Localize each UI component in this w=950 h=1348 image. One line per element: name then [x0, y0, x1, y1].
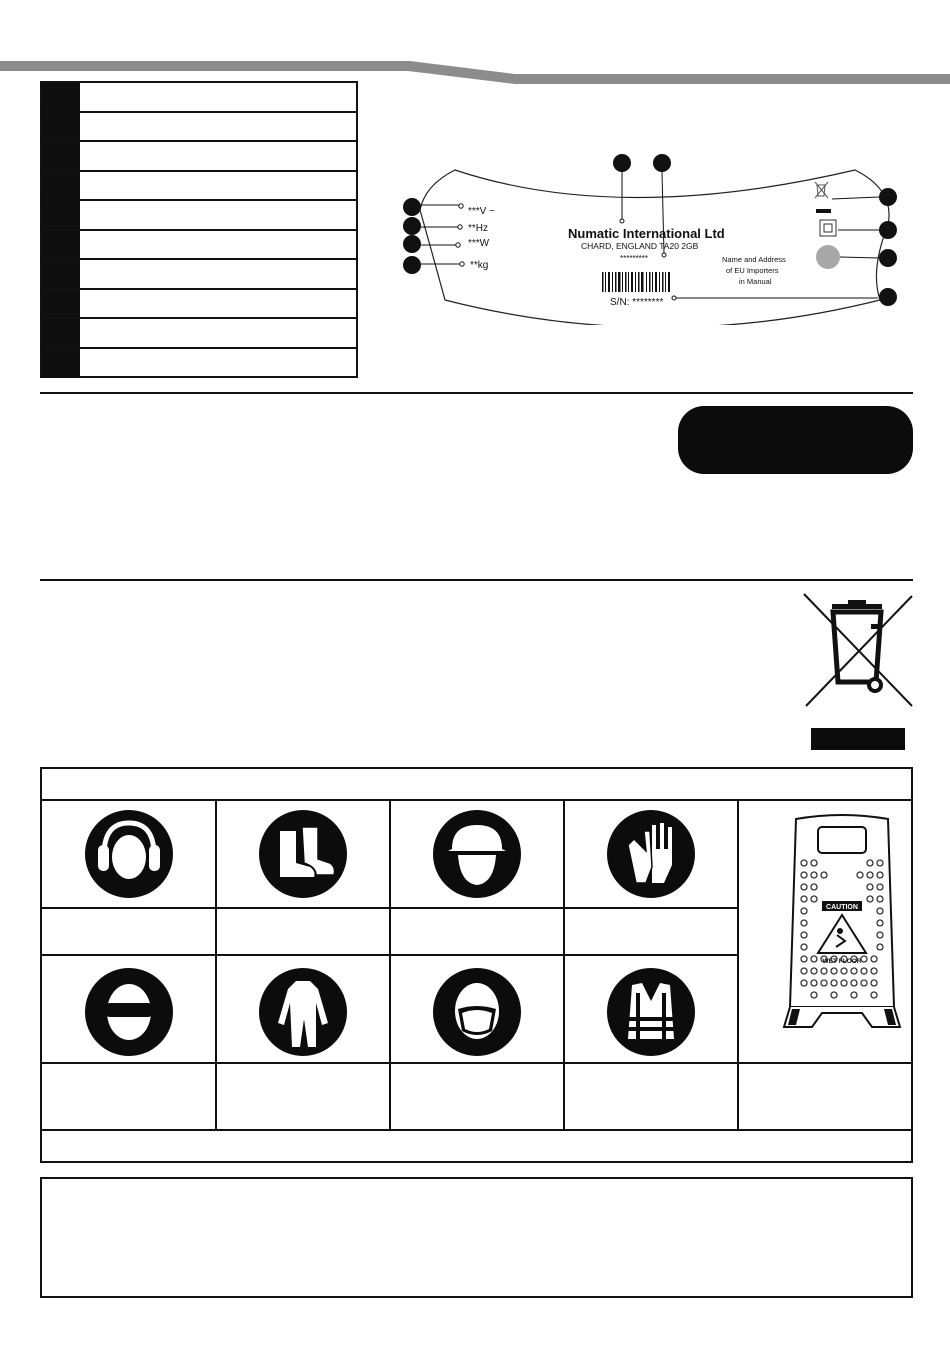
grid-line [737, 799, 739, 1129]
legend-cell [82, 142, 358, 170]
importer-line-2: of EU Importers [726, 266, 779, 275]
section-divider [40, 579, 913, 581]
legend-row [42, 290, 358, 320]
legend-row [42, 231, 358, 261]
grey-marker [816, 245, 840, 269]
legend-row [42, 349, 358, 379]
legend-key [42, 260, 80, 288]
legend-cell [82, 319, 358, 347]
legend-key [42, 113, 80, 141]
grid-line [215, 799, 217, 1129]
safety-helmet-icon [432, 809, 522, 899]
legend-cell [82, 113, 358, 141]
notice-box [40, 1177, 913, 1298]
serial-number: S/N: ******** [610, 297, 664, 308]
legend-table [40, 81, 358, 378]
caution-text: CAUTION [826, 904, 858, 911]
weee-black-bar [811, 728, 905, 750]
left-markers [403, 198, 464, 274]
grid-line [389, 799, 391, 1129]
grid-line [563, 799, 565, 1129]
legend-row [42, 201, 358, 231]
wet-floor-sign-icon [782, 813, 902, 1045]
frequency-label: **Hz [468, 223, 489, 234]
rating-plate-diagram [400, 150, 910, 325]
legend-row [42, 260, 358, 290]
hi-vis-vest-icon [606, 967, 696, 1057]
safety-gloves-icon [606, 809, 696, 899]
barcode [602, 272, 670, 292]
dust-mask-icon [432, 967, 522, 1057]
legend-cell [82, 231, 358, 259]
black-pill-badge [678, 406, 913, 474]
crossed-out-wheelie-bin-icon [802, 592, 914, 710]
legend-cell [82, 172, 358, 200]
legend-cell [82, 290, 358, 318]
power-label: ***W [468, 238, 490, 249]
safety-boots-icon [258, 809, 348, 899]
legend-row [42, 83, 358, 113]
legend-cell [82, 349, 358, 379]
ear-protection-icon [84, 809, 174, 899]
legend-row [42, 113, 358, 143]
small-weee-icon [815, 182, 828, 198]
legend-key [42, 231, 80, 259]
company-address: CHARD, ENGLAND TA20 2GB [581, 241, 699, 251]
legend-key [42, 142, 80, 170]
importer-line-3: in Manual [739, 277, 772, 286]
legend-cell [82, 83, 358, 111]
legend-cell [82, 201, 358, 229]
legend-cell [82, 260, 358, 288]
legend-key [42, 83, 80, 111]
eye-protection-icon [84, 967, 174, 1057]
legend-key [42, 201, 80, 229]
ppe-grid [40, 767, 913, 1163]
voltage-label: ***V ~ [468, 206, 495, 217]
legend-row [42, 172, 358, 202]
class-ii-icon [820, 220, 836, 236]
grid-line [42, 799, 911, 801]
wet-floor-text: WET FLOOR [822, 958, 862, 965]
grid-line [42, 1062, 911, 1064]
section-divider [40, 392, 913, 394]
company-name: Numatic International Ltd [568, 226, 725, 241]
weight-label: **kg [470, 260, 489, 271]
legend-key [42, 172, 80, 200]
legend-key [42, 290, 80, 318]
grid-line [42, 1129, 911, 1131]
model-stars: ********* [620, 254, 649, 263]
legend-row [42, 142, 358, 172]
protective-coverall-icon [258, 967, 348, 1057]
importer-line-1: Name and Address [722, 255, 786, 264]
legend-row [42, 319, 358, 349]
legend-key [42, 349, 80, 379]
legend-key [42, 319, 80, 347]
